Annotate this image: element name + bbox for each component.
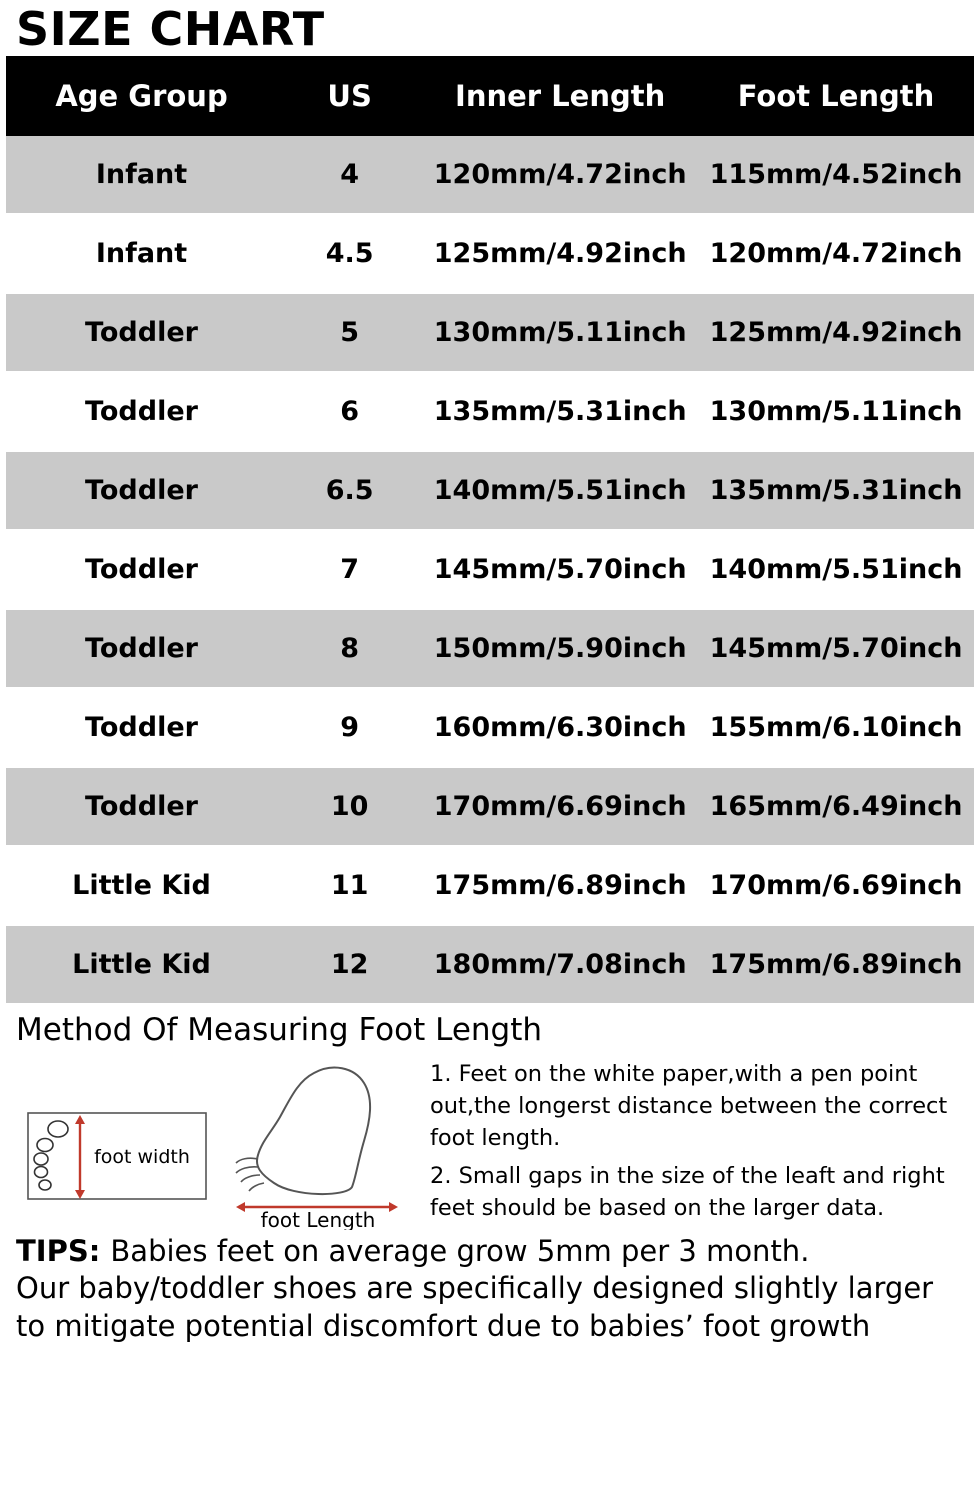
size-chart-table	[6, 56, 974, 1005]
foot-length-caption: foot Length	[260, 1208, 376, 1231]
cell-inner-length: 120mm/4.72inch	[422, 136, 698, 214]
column-header-age-group: Age Group	[6, 56, 277, 136]
cell-age-group: Infant	[6, 136, 277, 214]
method-section	[6, 1047, 974, 1231]
table-row	[6, 767, 974, 846]
table-row	[6, 293, 974, 372]
cell-foot-length: 135mm/5.31inch	[698, 451, 974, 530]
cell-age-group: Toddler	[6, 609, 277, 688]
cell-inner-length: 135mm/5.31inch	[422, 372, 698, 451]
cell-foot-length: 120mm/4.72inch	[698, 214, 974, 293]
cell-age-group: Toddler	[6, 451, 277, 530]
cell-inner-length: 125mm/4.92inch	[422, 214, 698, 293]
cell-age-group: Little Kid	[6, 925, 277, 1004]
cell-us: 6.5	[277, 451, 422, 530]
cell-us: 11	[277, 846, 422, 925]
foot-width-caption: foot width	[94, 1146, 190, 1169]
method-heading: Method Of Measuring Foot Length	[16, 1012, 543, 1048]
cell-foot-length: 175mm/6.89inch	[698, 925, 974, 1004]
cell-us: 6	[277, 372, 422, 451]
table-row	[6, 372, 974, 451]
tips-line-1	[16, 1233, 974, 1271]
column-header-inner-length: Inner Length	[422, 56, 698, 136]
measure-steps	[424, 1051, 974, 1231]
cell-us: 12	[277, 925, 422, 1004]
table-row	[6, 609, 974, 688]
foot-length-illustration	[214, 1055, 424, 1230]
cell-inner-length: 160mm/6.30inch	[422, 688, 698, 767]
cell-age-group: Toddler	[6, 372, 277, 451]
foot-width-illustration	[14, 1107, 214, 1212]
cell-age-group: Toddler	[6, 530, 277, 609]
cell-age-group: Toddler	[6, 767, 277, 846]
tips-text-1: Babies feet on average grow 5mm per 3 month.	[110, 1233, 810, 1268]
foot-width-diagram	[14, 1051, 214, 1212]
tips-line-2: Our baby/toddler shoes are specifically designed slightly larger	[16, 1271, 934, 1306]
cell-us: 4	[277, 136, 422, 214]
cell-inner-length: 175mm/6.89inch	[422, 846, 698, 925]
cell-foot-length: 170mm/6.69inch	[698, 846, 974, 925]
column-header-foot-length: Foot Length	[698, 56, 974, 136]
cell-foot-length: 140mm/5.51inch	[698, 530, 974, 609]
foot-length-diagram	[214, 1051, 424, 1230]
cell-us: 8	[277, 609, 422, 688]
cell-foot-length: 155mm/6.10inch	[698, 688, 974, 767]
cell-foot-length: 115mm/4.52inch	[698, 136, 974, 214]
table-row	[6, 214, 974, 293]
cell-us: 7	[277, 530, 422, 609]
tips-label: TIPS:	[16, 1233, 111, 1268]
cell-foot-length: 145mm/5.70inch	[698, 609, 974, 688]
page-title: SIZE CHART	[16, 2, 325, 56]
cell-inner-length: 150mm/5.90inch	[422, 609, 698, 688]
cell-foot-length: 125mm/4.92inch	[698, 293, 974, 372]
cell-us: 5	[277, 293, 422, 372]
table-row	[6, 530, 974, 609]
cell-foot-length: 165mm/6.49inch	[698, 767, 974, 846]
table-row	[6, 451, 974, 530]
tips-line-3: to mitigate potential discomfort due to babies’ foot growth	[16, 1309, 871, 1344]
measure-step-1: 1. Feet on the white paper,with a pen point out,the longerst distance between the correct foot length.	[430, 1061, 948, 1151]
cell-inner-length: 180mm/7.08inch	[422, 925, 698, 1004]
cell-age-group: Toddler	[6, 293, 277, 372]
cell-age-group: Little Kid	[6, 846, 277, 925]
cell-inner-length: 145mm/5.70inch	[422, 530, 698, 609]
column-header-us: US	[277, 56, 422, 136]
cell-inner-length: 170mm/6.69inch	[422, 767, 698, 846]
cell-inner-length: 140mm/5.51inch	[422, 451, 698, 530]
measure-step-2: 2. Small gaps in the size of the leaft and right feet should be based on the larger data.	[430, 1162, 945, 1221]
cell-us: 10	[277, 767, 422, 846]
cell-us: 4.5	[277, 214, 422, 293]
tips-section	[6, 1231, 974, 1346]
cell-us: 9	[277, 688, 422, 767]
table-row	[6, 688, 974, 767]
cell-age-group: Toddler	[6, 688, 277, 767]
table-row	[6, 925, 974, 1004]
cell-age-group: Infant	[6, 214, 277, 293]
table-header-row	[6, 56, 974, 136]
table-row	[6, 136, 974, 214]
cell-foot-length: 130mm/5.11inch	[698, 372, 974, 451]
table-row	[6, 846, 974, 925]
cell-inner-length: 130mm/5.11inch	[422, 293, 698, 372]
